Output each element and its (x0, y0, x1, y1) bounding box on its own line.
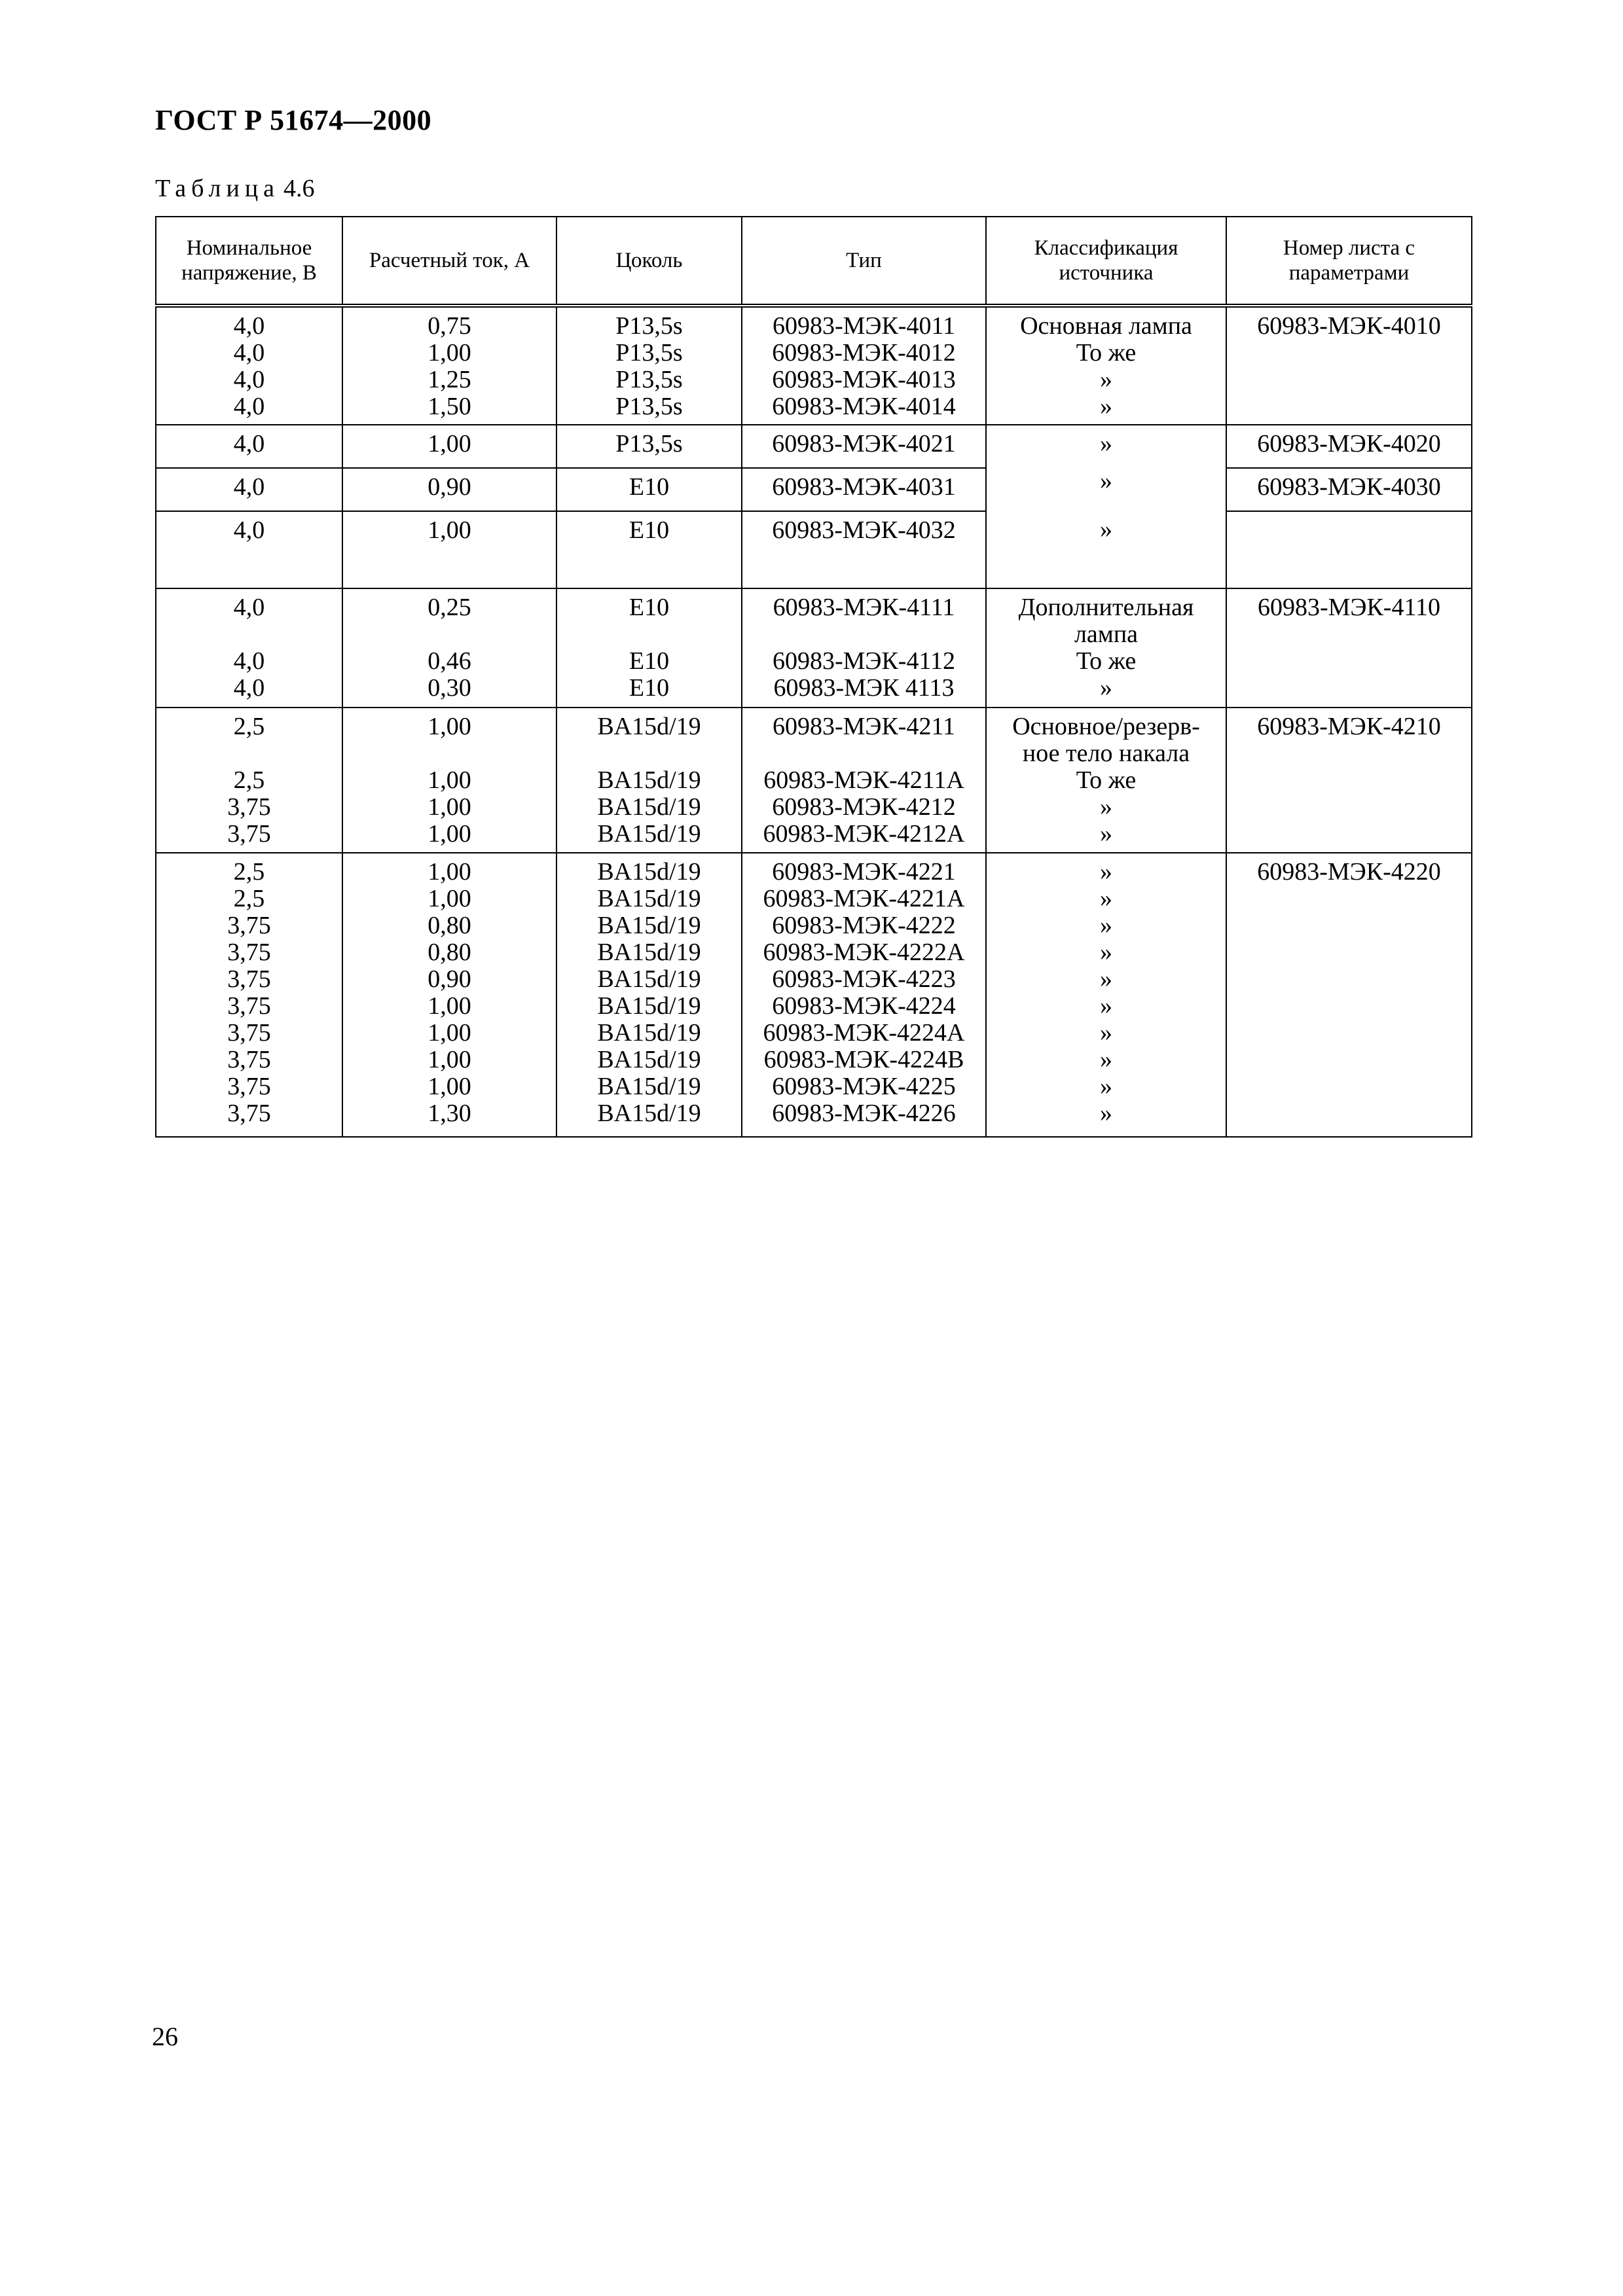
voltage-cell (156, 588, 342, 708)
column-header-type: Тип (742, 217, 986, 306)
classification-cell (986, 853, 1226, 1137)
cell-line: 60983-МЭК-4224В (763, 1046, 964, 1073)
cell-line: 1,00 (428, 1019, 471, 1047)
cell-line: 1,00 (428, 430, 471, 457)
classification-cell (986, 708, 1226, 853)
cell-line: P13,5s (615, 430, 683, 457)
cell-line: 3,75 (227, 820, 271, 848)
table-caption-word: Таблица (155, 175, 280, 202)
cell-line: P13,5s (615, 393, 683, 420)
cell-line: 1,00 (428, 793, 471, 821)
cell-line: P13,5s (615, 339, 683, 367)
cell-line: 1,00 (428, 1046, 471, 1073)
table-row-group (156, 511, 1472, 588)
cell-line: 3,75 (227, 1100, 271, 1127)
cell-line: 1,50 (428, 393, 471, 420)
table-row-group (156, 306, 1472, 425)
cell-line: 60983-МЭК-4223 (772, 965, 956, 993)
column-header-current: Расчетный ток, А (342, 217, 556, 306)
classification-cell (986, 511, 1226, 588)
voltage-cell (156, 853, 342, 1137)
cell-line: BA15d/19 (597, 713, 701, 740)
cell-line: E10 (629, 473, 670, 501)
cell-line: BA15d/19 (597, 885, 701, 912)
classification-cell (986, 468, 1226, 511)
document-header: ГОСТ Р 51674—2000 (155, 104, 432, 136)
cell-line: 60983-МЭК-4226 (772, 1100, 956, 1127)
cell-line: лампа (1074, 620, 1139, 648)
cell-line: E10 (629, 594, 670, 621)
current-cell (342, 588, 556, 708)
cell-line: 60983-МЭК-4212А (763, 820, 965, 848)
type-cell (742, 588, 986, 708)
column-header-sheet: Номер листа с параметрами (1226, 217, 1472, 306)
cell-line: 60983-МЭК-4222А (763, 939, 965, 966)
cell-line: 4,0 (233, 430, 265, 457)
cell-line: 1,30 (428, 1100, 471, 1127)
table-row-group (156, 468, 1472, 511)
cell-line: 60983-МЭК 4113 (773, 674, 955, 702)
cell-line: » (1100, 430, 1112, 457)
cell-line: 3,75 (227, 912, 271, 939)
current-cell (342, 511, 556, 588)
cell-line: 3,75 (227, 992, 271, 1020)
sheet-cell (1226, 853, 1472, 1137)
cell-line: 1,00 (428, 858, 471, 886)
cell-line: 3,75 (227, 939, 271, 966)
cell-line: Основная лампа (1020, 312, 1192, 340)
cell-line: » (1100, 820, 1112, 848)
cell-line: 60983-МЭК-4211А (763, 766, 964, 794)
base-cell (556, 588, 742, 708)
cell-line: BA15d/19 (597, 1046, 701, 1073)
cell-line (742, 740, 985, 767)
sheet-cell (1226, 588, 1472, 708)
type-cell (742, 425, 986, 468)
cell-line: 4,0 (233, 516, 265, 544)
cell-line: 60983-МЭК-4032 (772, 516, 956, 544)
type-cell (742, 708, 986, 853)
cell-line: 0,90 (428, 473, 471, 501)
cell-line: » (1100, 858, 1112, 886)
cell-line: P13,5s (615, 312, 683, 340)
cell-line: 3,75 (227, 793, 271, 821)
cell-line: 60983-МЭК-4211 (772, 713, 956, 740)
cell-line: 1,00 (428, 885, 471, 912)
cell-line: ное тело накала (1022, 740, 1190, 767)
cell-line: 4,0 (233, 366, 265, 393)
table-row-group (156, 853, 1472, 1137)
sheet-cell (1226, 425, 1472, 468)
cell-line: 4,0 (233, 594, 265, 621)
cell-line: 60983-МЭК-4112 (772, 647, 956, 675)
cell-line: BA15d/19 (597, 912, 701, 939)
column-header-base: Цоколь (556, 217, 742, 306)
table-row-group (156, 708, 1472, 853)
cell-line: BA15d/19 (597, 939, 701, 966)
cell-line: 60983-МЭК-4212 (772, 793, 956, 821)
table-caption (155, 174, 315, 203)
current-cell (342, 708, 556, 853)
cell-line: 60983-МЭК-4225 (772, 1073, 956, 1100)
sheet-cell (1226, 708, 1472, 853)
table-body (156, 306, 1472, 1137)
voltage-cell (156, 468, 342, 511)
cell-line: 4,0 (233, 339, 265, 367)
type-cell (742, 511, 986, 588)
type-cell (742, 853, 986, 1137)
cell-line: 60983-МЭК-4110 (1257, 594, 1441, 621)
cell-line: 1,25 (428, 366, 471, 393)
table-caption-number: 4.6 (283, 175, 315, 202)
voltage-cell (156, 511, 342, 588)
cell-line: 60983-МЭК-4224 (772, 992, 956, 1020)
cell-line: 60983-МЭК-4010 (1257, 312, 1441, 340)
cell-line (742, 621, 985, 648)
current-cell (342, 306, 556, 425)
specification-table-wrapper (155, 216, 1471, 1164)
cell-line: 4,0 (233, 393, 265, 420)
current-cell (342, 853, 556, 1137)
cell-line: 60983-МЭК-4011 (772, 312, 956, 340)
current-cell (342, 425, 556, 468)
base-cell (556, 425, 742, 468)
cell-line: 0,75 (428, 312, 471, 340)
cell-line: » (1100, 965, 1112, 993)
cell-line (156, 621, 342, 648)
current-cell (342, 468, 556, 511)
cell-line: » (1100, 1073, 1112, 1100)
cell-line: 4,0 (233, 674, 265, 702)
cell-line: 60983-МЭК-4221А (763, 885, 965, 912)
cell-line: 1,00 (428, 516, 471, 544)
cell-line: Основное/резерв- (1012, 713, 1200, 740)
table-header-row (156, 217, 1472, 306)
cell-line: 60983-МЭК-4030 (1257, 473, 1441, 501)
cell-line: Дополнительная (1018, 594, 1194, 621)
cell-line: 60983-МЭК-4220 (1257, 858, 1441, 886)
cell-line: 3,75 (227, 1046, 271, 1073)
base-cell (556, 468, 742, 511)
cell-line: 3,75 (227, 1019, 271, 1047)
cell-line: E10 (629, 647, 670, 675)
cell-line: 60983-МЭК-4221 (772, 858, 956, 886)
sheet-cell (1226, 306, 1472, 425)
cell-line: 4,0 (233, 647, 265, 675)
cell-line: » (1100, 393, 1112, 420)
voltage-cell (156, 306, 342, 425)
cell-line: 4,0 (233, 473, 265, 501)
classification-cell (986, 425, 1226, 468)
cell-line: » (1100, 885, 1112, 912)
cell-line: 3,75 (227, 1073, 271, 1100)
cell-line: 60983-МЭК-4020 (1257, 430, 1441, 457)
cell-line: 2,5 (233, 713, 265, 740)
cell-line: » (1100, 1100, 1112, 1127)
table-row-group (156, 588, 1472, 708)
cell-line: 2,5 (233, 885, 265, 912)
cell-line: 60983-МЭК-4014 (772, 393, 956, 420)
cell-line: 0,90 (428, 965, 471, 993)
base-cell (556, 511, 742, 588)
cell-line: 0,25 (428, 594, 471, 621)
cell-line: » (1100, 1046, 1112, 1073)
voltage-cell (156, 425, 342, 468)
cell-line: 1,00 (428, 1073, 471, 1100)
cell-line: 0,80 (428, 939, 471, 966)
cell-line: » (1100, 366, 1112, 393)
specification-table (155, 216, 1472, 1138)
cell-line: 60983-МЭК-4013 (772, 366, 956, 393)
page-number: 26 (152, 2022, 178, 2051)
cell-line: » (1100, 1019, 1112, 1047)
cell-line: 1,00 (428, 766, 471, 794)
cell-line: 60983-МЭК-4222 (772, 912, 956, 939)
cell-line: 0,80 (428, 912, 471, 939)
sheet-cell (1226, 511, 1472, 588)
cell-line: » (1100, 912, 1112, 939)
base-cell (556, 853, 742, 1137)
cell-line: То же (1076, 339, 1137, 367)
cell-line: » (1100, 467, 1112, 495)
cell-line: 60983-МЭК-4111 (773, 594, 955, 621)
cell-line: » (1100, 939, 1112, 966)
cell-line: BA15d/19 (597, 858, 701, 886)
cell-line: E10 (629, 674, 670, 702)
cell-line (343, 740, 556, 767)
cell-line: 1,00 (428, 992, 471, 1020)
cell-line: » (1100, 793, 1112, 821)
column-header-classification: Классификация источника (986, 217, 1226, 306)
cell-line: BA15d/19 (597, 820, 701, 848)
cell-line: 2,5 (233, 858, 265, 886)
classification-cell (986, 306, 1226, 425)
cell-line (343, 621, 556, 648)
cell-line: 60983-МЭК-4224А (763, 1019, 965, 1047)
cell-line: 3,75 (227, 965, 271, 993)
base-cell (556, 306, 742, 425)
cell-line: BA15d/19 (597, 793, 701, 821)
column-header-voltage: Номинальное напряжение, В (156, 217, 342, 306)
cell-line: BA15d/19 (597, 1100, 701, 1127)
table-row-group (156, 425, 1472, 468)
cell-line: 2,5 (233, 766, 265, 794)
cell-line (557, 740, 741, 767)
cell-line: BA15d/19 (597, 992, 701, 1020)
cell-line: 60983-МЭК-4021 (772, 430, 956, 457)
cell-line: BA15d/19 (597, 766, 701, 794)
cell-line: 0,46 (428, 647, 471, 675)
cell-line: BA15d/19 (597, 1073, 701, 1100)
cell-line: То же (1076, 647, 1137, 675)
cell-line: 1,00 (428, 713, 471, 740)
cell-line: » (1100, 516, 1112, 543)
cell-line: BA15d/19 (597, 965, 701, 993)
cell-line: BA15d/19 (597, 1019, 701, 1047)
sheet-cell (1226, 468, 1472, 511)
cell-line: 1,00 (428, 339, 471, 367)
cell-line: P13,5s (615, 366, 683, 393)
type-cell (742, 468, 986, 511)
voltage-cell (156, 708, 342, 853)
base-cell (556, 708, 742, 853)
cell-line: То же (1076, 766, 1137, 794)
cell-line: » (1100, 992, 1112, 1020)
cell-line: 4,0 (233, 312, 265, 340)
cell-line: 60983-МЭК-4210 (1257, 713, 1441, 740)
cell-line: » (1100, 674, 1112, 702)
cell-line: 60983-МЭК-4012 (772, 339, 956, 367)
classification-cell (986, 588, 1226, 708)
cell-line: 0,30 (428, 674, 471, 702)
type-cell (742, 306, 986, 425)
cell-line: E10 (629, 516, 670, 544)
cell-line (557, 621, 741, 648)
cell-line (156, 740, 342, 767)
cell-line: 1,00 (428, 820, 471, 848)
cell-line: 60983-МЭК-4031 (772, 473, 956, 501)
